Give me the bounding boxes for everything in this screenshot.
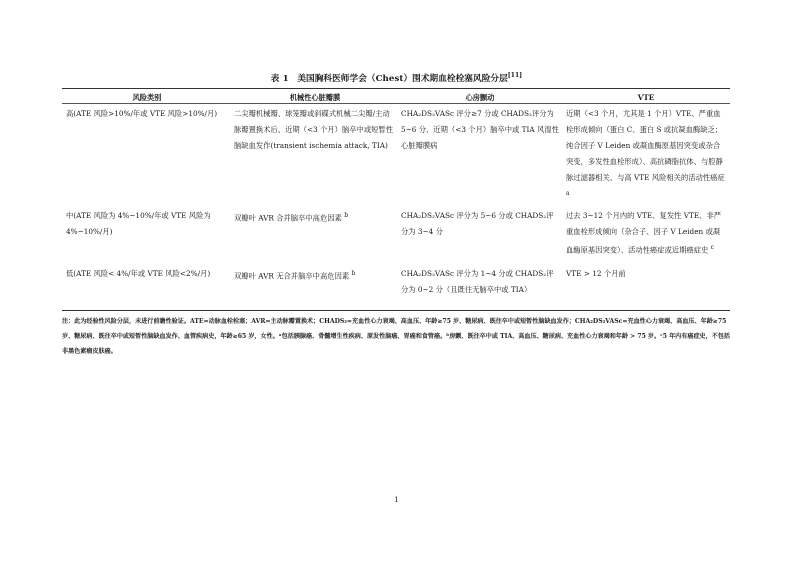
header-atrial-fibrillation: 心房颤动 [465,93,495,102]
row-medium-category: 中(ATE 风险为 4%~10%/年或 VTE 风险为 4%~10%/月) [66,211,211,236]
row-low-valve-text: 双瓣叶 AVR 无合并脑卒中高危因素 [234,271,350,281]
row-medium-valve [234,208,396,226]
row-medium-valve-footnote: b [344,212,349,219]
row-medium-vte-footnote: c [710,244,715,251]
table-bottom-rule [62,310,730,311]
row-high-vte-footnote: a [566,190,570,197]
table-footnote: 注：此为经验性风险分层，未进行前瞻性验证。ATE=动脉血栓栓塞；AVR=主动脉瓣置换术；CHADS₂=充血性心力衰竭、高血压、年龄≥75 岁、糖尿病、既往卒中或短暂性脑缺血发作；CHA₂DS₂VASc=充血性心力衰竭、高血压、年龄≥75 岁、糖尿病、既往卒中或短暂性脑缺血发作、血管疾病史，年龄≥65 岁，女性。ᵃ包括胰腺癌、骨髓增生性疾病、原发性脑癌、胃癌和食管癌。ᵇ房颤、既往卒中或 TIA、高血压、糖尿病、充血性心力衰竭和年龄 > 75 岁。ᶜ5 年内有癌症史，不包括非黑色素瘤皮肤癌。 [62,318,731,355]
row-low-af: CHA₂DS₂VASc 评分为 1~4 分或 CHADS₂评分为 0~2 分（且既往无脑卒中或 TIA） [401,269,554,294]
row-low-vte: VTE > 12 个月前 [566,269,626,278]
header-risk-category: 风险类别 [132,93,162,102]
table-title [0,72,793,84]
row-medium-af: CHA₂DS₂VASc 评分为 5~6 分或 CHADS₂评分为 3~4 分 [401,211,554,236]
row-high-valve: 二尖瓣机械瓣、球笼瓣或斜碟式机械二尖瓣/主动脉瓣置换术后、近期（<3 个月）脑卒中或短暂性脑缺血发作(transient ischemia attack, TIA) [234,109,394,150]
row-high-category: 高(ATE 风险>10%/年或 VTE 风险>10%/月) [66,109,218,118]
row-medium-vte-text: 过去 3~12 个月内的 VTE、复发性 VTE、非严重血栓形成倾向（杂合子、因子 V Leiden 或凝血酶原基因突变）、活动性癌症或近期癌症史 [566,211,722,255]
row-medium-valve-text: 双瓣叶 AVR 合并脑卒中高危因素 [234,213,342,223]
table-top-rule [62,88,730,89]
row-low-valve-footnote: b [351,270,356,277]
row-low-valve [234,266,396,284]
title-reference: [11] [507,72,523,80]
row-high-vte-text: 近期（<3 个月，尤其是 1 个月）VTE、严重血栓形成倾向（蛋白 C、蛋白 S 或抗凝血酶缺乏；纯合因子 V Leiden 或凝血酶原基因突变或杂合突变，多发性血栓形成）、高抗磷脂抗体、与腔静脉过滤器相关、与高 VTE 风险相关的活动性癌症 [566,109,725,182]
header-mechanical-valve: 机械性心脏瓣膜 [289,93,341,102]
page-number: 1 [394,496,399,504]
row-low-category: 低(ATE 风险< 4%/年或 VTE 风险<2%/月) [66,269,211,278]
row-high-vte [566,106,726,204]
header-vte: VTE [637,93,655,102]
row-medium-vte [566,208,726,258]
row-high-af: CHA₂DS₂VASc 评分≥7 分或 CHADS₂评分为 5~6 分、近期（<3 个月）脑卒中或 TIA 风湿性心脏瓣膜病 [401,109,559,150]
table-title-text: 表 1 美国胸科医师学会（Chest）围术期血栓栓塞风险分层 [270,74,508,84]
header-rule [62,103,730,104]
